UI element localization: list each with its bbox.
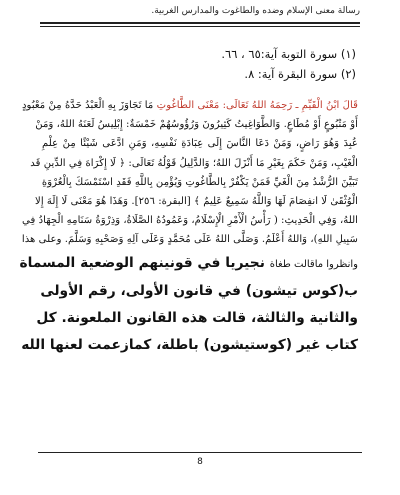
bold-line-1-main: نجيريا في قونينهم الوضعية المسماة xyxy=(19,254,265,271)
body-line-1 xyxy=(22,96,358,115)
bold-line-2: ب(كوس تيشون) في قانون الأولى، رقم الأولى xyxy=(40,282,358,299)
body-line-6: الْوُثْقَىٰ لَا انفِصَامَ لَهَا وَاللَّهُ سَمِيعٌ عَلِيمٌ ﴾ [البقرة: ٢٥٦]. وَهَذَا هُوَ مَعْنَى لَا إِلَهَ إِلا xyxy=(35,196,358,208)
page-content xyxy=(19,44,358,359)
header-rule xyxy=(40,22,360,24)
body-line-2: أَوْ مَتْبُوعٍ أَوْ مُطَاعٍ. وَالطَّوَاغِيتُ كَثِيرُونَ وَرُؤُوسُهُمْ خَمْسَةٌ: إِبْلِيسُ لَعَنَهُ اللهُ، وَمَنْ xyxy=(35,119,358,131)
body-line-8: سَبِيلِ اللهِ)، وَاللهُ أَعْلَمُ. وَصَلَّى اللهُ عَلَى مُحَمَّدٍ وَعَلَى آلِهِ وَصَحْبِهِ وَسَلَّمَ. وعلى هذا xyxy=(21,234,358,246)
bold-line-3: والثانية والثالثة، قالت هذه القانون الملعونة. كل xyxy=(36,309,358,326)
body-line-4: الْغَيْبِ، وَمَنْ حَكَمَ بِغَيْرِ مَا أَنْزَلَ اللهُ؛ وَالدَّلِيلُ قَوْلُهُ تَعَالَى: ﴿ لَا إِكْرَاهَ فِي الدِّينِ قَد xyxy=(30,157,358,169)
running-header: رسالة معنى الإسلام وضده والطاغوت والمدارس الغربية. xyxy=(151,6,360,16)
bold-line-1 xyxy=(19,250,358,278)
footer-rule xyxy=(38,452,362,453)
footnote-2: (٢) سورة البقرة آية: ٨. xyxy=(244,67,356,81)
body-line-7: اللهُ، وَفِي الْحَدِيثِ: ( رَأْسُ الْأَمْرِ الْإِسْلَامُ، وَعَمُودُهُ الصَّلَاةُ، وَذِرْوَةُ سَنَامِهِ الْجِهَادُ فِي xyxy=(21,215,358,227)
quote-intro: قَالَ ابْنُ الْقَيِّمِ ـ رَحِمَهُ اللهُ تَعَالَى: مَعْنَى الطَّاغُوتِ xyxy=(156,100,358,111)
footnote-1: (١) سورة التوبة آية:٦٥ ، ٦٦. xyxy=(221,47,356,61)
bold-line-1-intro: وانظروا ماقالت طغاة xyxy=(269,258,358,270)
page-number: 8 xyxy=(197,457,203,467)
bold-line-4: كتاب غير (كوستيشون) باطلة، كمازعمت لعنها الله xyxy=(21,336,358,353)
spacer xyxy=(42,84,358,96)
header-rule-thin xyxy=(40,26,360,27)
quote-intro-rest: مَا تَجَاوَزَ بِهِ الْعَبْدُ حَدَّهُ مِنْ مَعْبُودٍ xyxy=(22,100,154,111)
body-line-5: تَبَيَّنَ الرُّشْدُ مِنَ الْغَيِّ فَمَنْ يَكْفُرْ بِالطَّاغُوتِ وَيُؤْمِن بِاللَّهِ فَقَدِ اسْتَمْسَكَ بِالْعُرْوَةِ xyxy=(41,176,358,188)
body-line-3: عُبِدَ وَهُوَ رَاضٍ، وَمَنْ دَعَا النَّاسَ إِلَى عِبَادَةِ نَفْسِهِ، وَمَنِ ادَّعَى شَيْئًا مِنْ عِلْمِ xyxy=(42,138,358,150)
